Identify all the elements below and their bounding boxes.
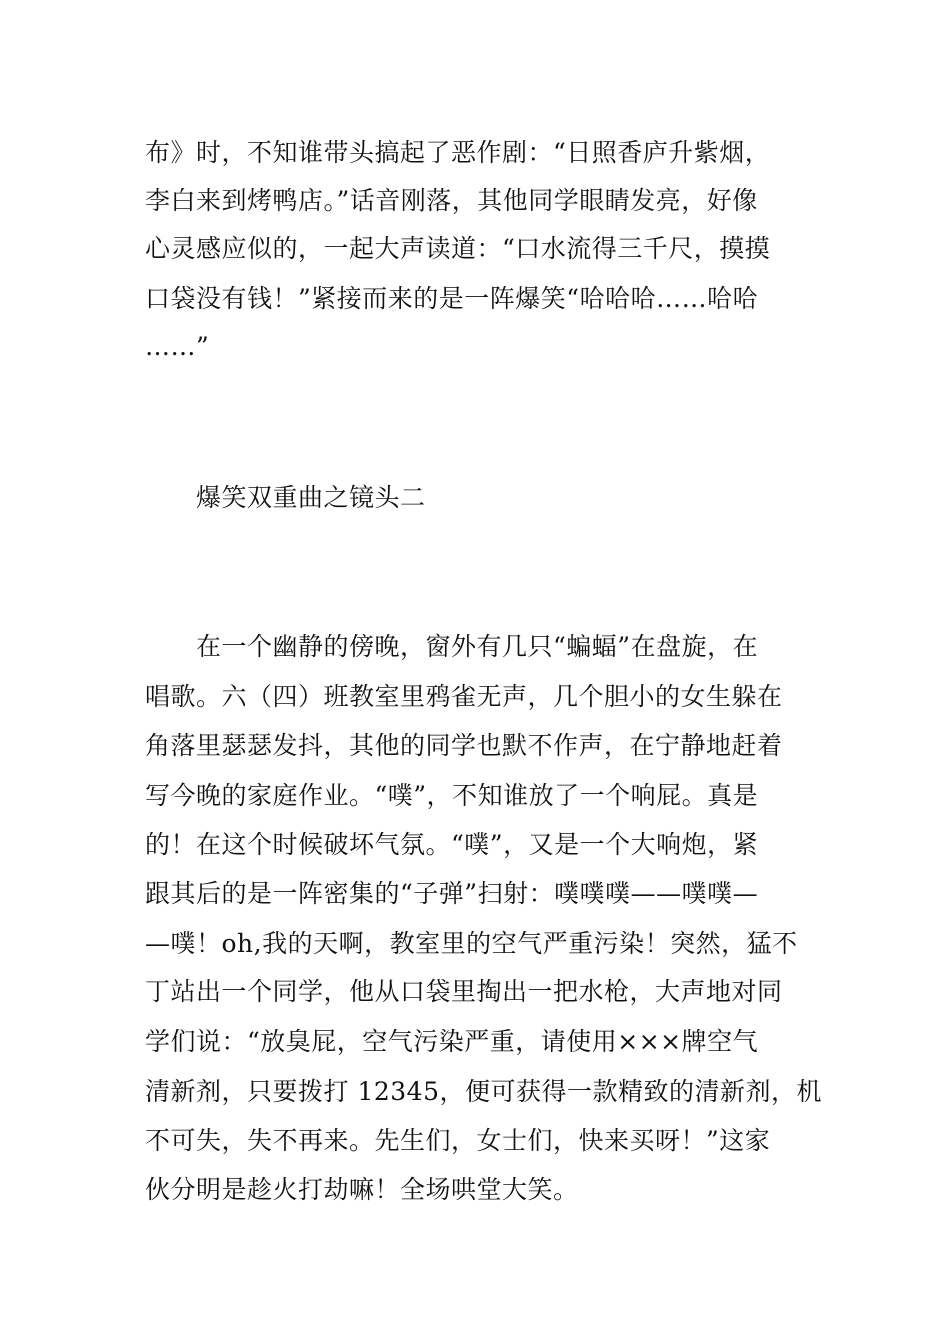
text-line: 丁站出一个同学，他从口袋里掏出一把水枪，大声地对同 xyxy=(145,977,783,1006)
text-line: 口袋没有钱！”紧接而来的是一阵爆笑“哈哈哈……哈哈 xyxy=(145,284,759,313)
text-line: 不可失，失不再来。先生们，女士们，快来买呀！”这家 xyxy=(145,1126,771,1155)
text-line: 心灵感应似的，一起大声读道：“口水流得三千尺，摸摸 xyxy=(145,234,771,263)
text-line: 在一个幽静的傍晚，窗外有几只“蝙蝠”在盘旋，在 xyxy=(196,632,759,661)
text-line: 写今晚的家庭作业。“噗”，不知谁放了一个响屁。真是 xyxy=(145,781,759,810)
text-line: 角落里瑟瑟发抖，其他的同学也默不作声，在宁静地赶着 xyxy=(145,731,783,760)
text-line: 李白来到烤鸭店。”话音刚落，其他同学眼睛发亮，好像 xyxy=(145,186,758,215)
text-line: ……” xyxy=(145,332,210,361)
text-line: —噗！oh,我的天啊，教室里的空气严重污染！突然，猛不 xyxy=(145,929,798,958)
text-line: 伙分明是趁火打劫嘛！全场哄堂大笑。 xyxy=(145,1175,579,1204)
text-line: 的！在这个时候破坏气氛。“噗”，又是一个大响炮，紧 xyxy=(145,830,759,859)
text-line: 唱歌。六（四）班教室里鸦雀无声，几个胆小的女生躲在 xyxy=(145,682,783,711)
section-heading: 爆笑双重曲之镜头二 xyxy=(196,483,426,512)
text-line: 跟其后的是一阵密集的“子弹”扫射：噗噗噗——噗噗— xyxy=(145,879,759,908)
text-line: 布》时，不知谁带头搞起了恶作剧：“日照香庐升紫烟， xyxy=(145,138,771,167)
text-line: 清新剂，只要拨打 12345，便可获得一款精致的清新剂，机 xyxy=(145,1077,822,1106)
text-line: 学们说：“放臭屁，空气污染严重，请使用×××牌空气 xyxy=(145,1027,759,1056)
